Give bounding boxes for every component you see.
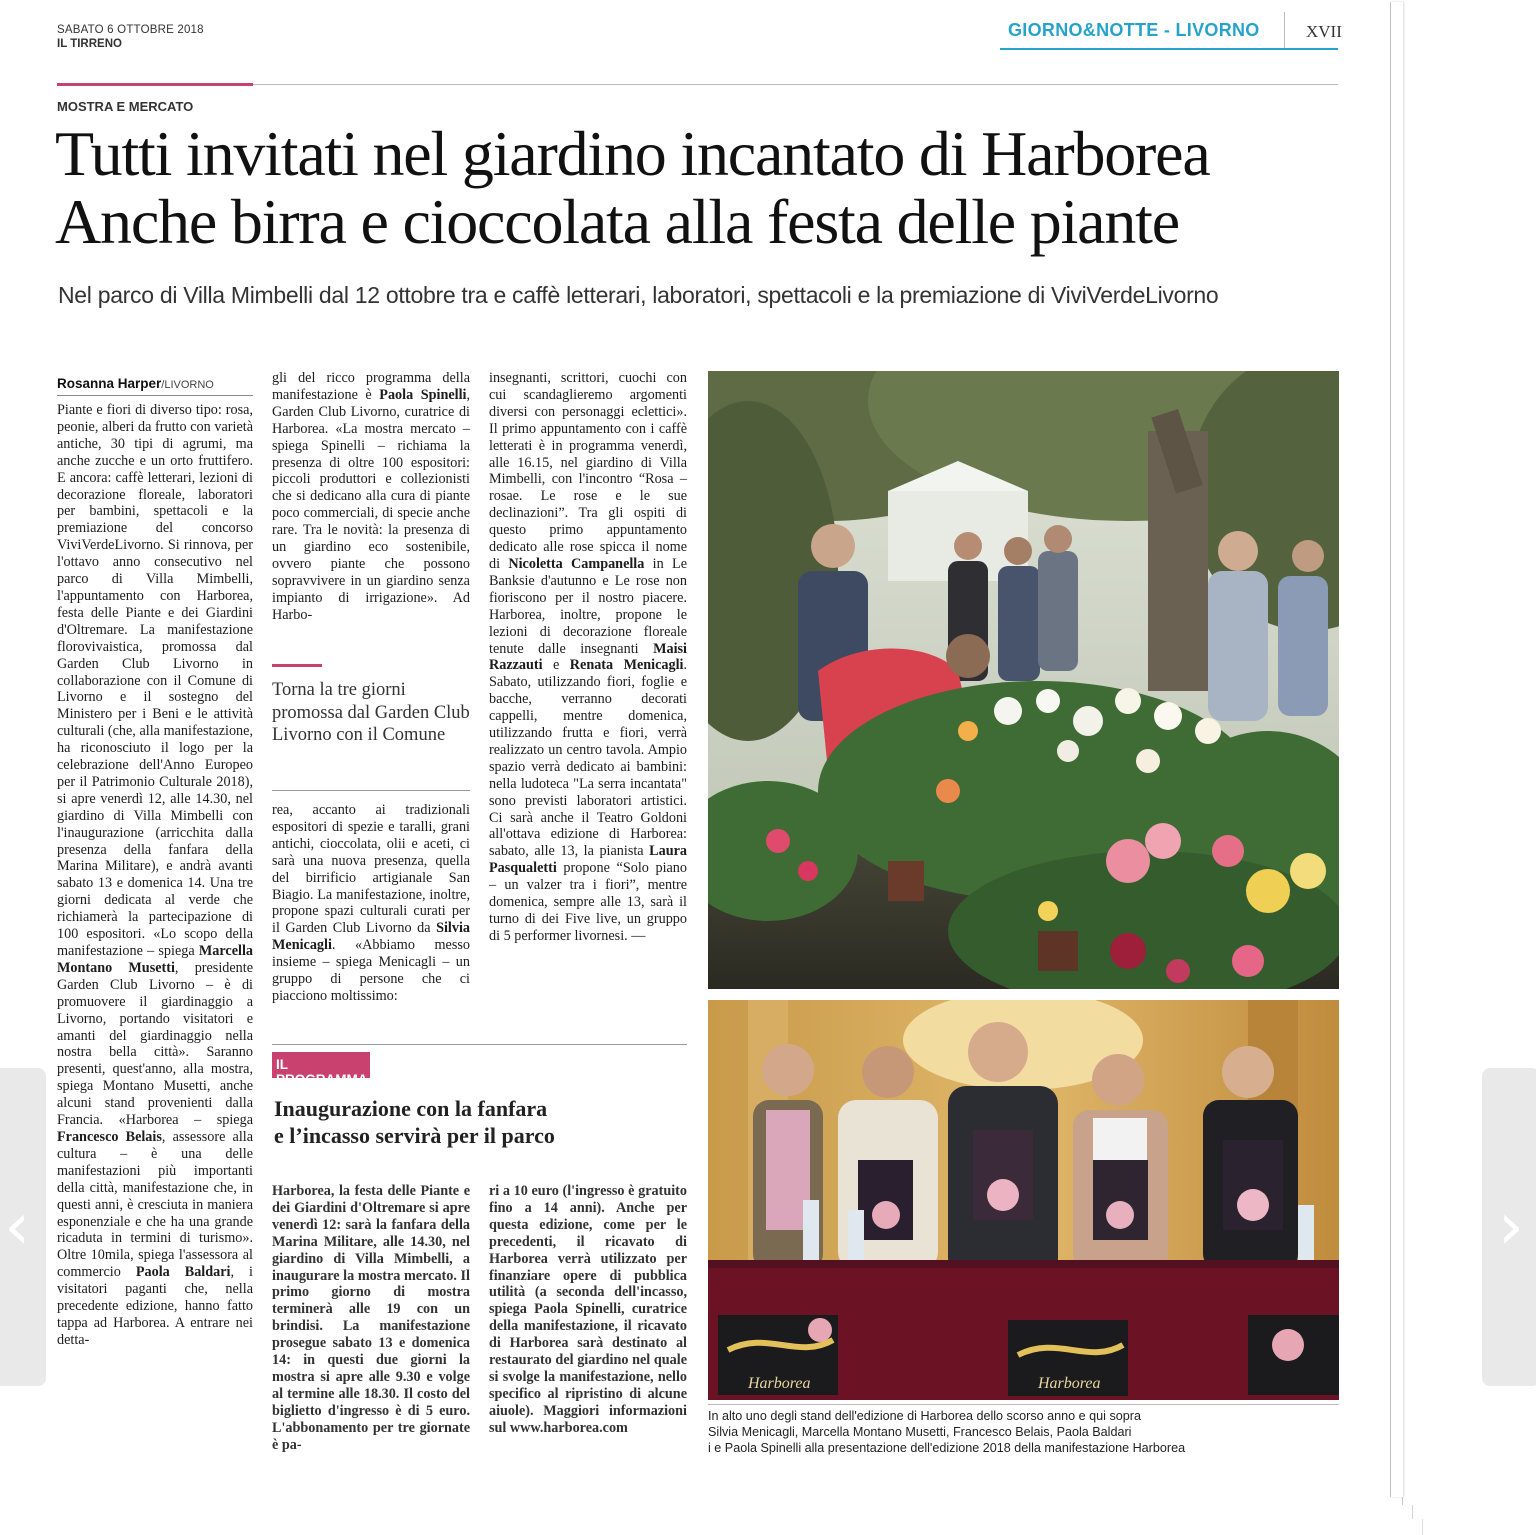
banner-text-left: Harborea xyxy=(748,1375,811,1392)
section-title: GIORNO&NOTTE - LIVORNO xyxy=(1008,20,1260,40)
previous-page-button[interactable] xyxy=(0,1068,46,1386)
page-stack-edge xyxy=(1412,24,1423,1519)
caption-line-1: In alto uno degli stand dell'edizione di Harborea dello scorso anno e qui sopra xyxy=(708,1409,1141,1423)
banner-text-center: Harborea xyxy=(1038,1375,1101,1392)
garden-photo xyxy=(708,371,1339,989)
page-number: XVII xyxy=(1306,22,1342,41)
next-page-button[interactable] xyxy=(1482,1068,1536,1386)
caption-rule xyxy=(708,1404,1339,1405)
byline xyxy=(57,376,214,392)
article-headline xyxy=(55,120,1210,256)
kicker-rule xyxy=(253,84,1338,85)
pullquote-rule xyxy=(272,790,470,791)
header-divider xyxy=(1284,12,1285,48)
program-column-1: Harborea, la festa delle Piante e dei Giardini d'Oltremare si apre venerdì 12: sarà la fanfara della Marina Militare, alle 14.30, nel giardino di Villa Mimbelli, a inaugurare la mostra mercato. Il primo giorno di mostra terminerà alle 19 con un brindisi. La manifestazione prosegue sabato 13 e domenica 14: in questi due giorni la mostra si apre alle 9.30 e volge al termine alle 18.30. Il costo del biglietto d'ingresso è di 5 euro. L'abbonamento per tre giornate è pa- xyxy=(272,1183,470,1453)
page-stack-edge xyxy=(1422,40,1431,1535)
program-title-line-2: e l’incasso servirà per il parco xyxy=(274,1123,555,1148)
author-name: Rosanna Harper xyxy=(57,376,162,391)
byline-rule xyxy=(57,395,253,396)
program-column-2: ri a 10 euro (l'ingresso è gratuito fino a 14 anni). Anche per questa edizione, come per le precedenti, il ricavato di Harborea verrà utilizzato per finanziare opere di pubblica utilità (a seconda dell'incasso, spiega Paola Spinelli, curatrice della manifestazione, il ricavato di Harborea sarà destinato al restaurato del giardino nel quale si svolge la manifestazione, nello specifico al ripristino di alcune aiuole). Maggiori informazioni sul www.harborea.com xyxy=(489,1183,687,1436)
newspaper-name: IL TIRRENO xyxy=(57,38,122,50)
byline-location: /LIVORNO xyxy=(161,379,214,391)
section-rule xyxy=(1000,48,1338,50)
article-column-3: insegnanti, scrittori, cuochi con cui scandaglieremo argomenti diversi con personaggi eclettici». Il primo appuntamento con i caffè letterati è in programma venerdì, alle 16.15, nel giardino di Villa Mimbelli, con l'incontro “Rosa – rosae. Le rose e le sue declinazioni”. Tra gli ospiti di questo primo appuntamento dedicato alle rose spicca il nome di Nicoletta Campanella in Le Banksie d'autunno e Le rose non fioriscono per il nostro piacere. Harborea, inoltre, propone le lezioni di decorazione floreale tenute dalle insegnanti Maisi Razzauti e Renata Menicagli. Sabato, utilizzando fiori, foglie e bacche, verranno decorati cappelli, mentre domenica, utilizzando frutta e fiori, verrà realizzato un centro tavola. Ampio spazio verrà dedicato ai bambini: nella ludoteca "La serra incantata" sono previsti laboratori artistici. Ci sarà anche il Teatro Goldoni all'ottava edizione di Harborea: sabato, alle 13, la pianista Laura Pasqualetti propone “Solo piano – un valzer tra i fiori”, mentre domenica, sempre alle 13, sarà il turno di dei Five live, un gruppo di 5 performer livornesi. — xyxy=(489,370,687,944)
headline-line-1: Tutti invitati nel giardino incantato di Harborea xyxy=(55,118,1210,189)
article-column-2-bottom: rea, accanto ai tradizionali espositori di spezie e taralli, grani antichi, cioccolata, olii e aceti, ci sarà una nuova presenza, quella del birrificio artigianale San Biagio. La manifestazione, inoltre, propone spazi culturali curati per il Garden Club Livorno da Silvia Menicagli. «Abbiamo messo insieme – spiega Menicagli – un gruppo di persone che ci piacciono moltissimo: xyxy=(272,802,470,1004)
article-subtitle: Nel parco di Villa Mimbelli dal 12 ottobre tra e caffè letterari, laboratori, spettacoli e la premiazione di ViviVerdeLivorno xyxy=(58,282,1219,308)
pullquote: Torna la tre giorni promossa dal Garden Club Livorno con il Comune xyxy=(272,680,470,745)
article-column-1: Piante e fiori di diverso tipo: rosa, peonie, alberi da frutto con varietà antiche, 30 tipi di agrumi, ma anche zucche e un orto fruttifero. E ancora: caffè letterari, lezioni di decorazione floreale, laboratori per bambini, spettacoli e la premiazione del concorso ViviVerdeLivorno. Si rinnova, per l'ottavo anno consecutivo nel parco di Villa Mimbelli, l'appuntamento con Harborea, festa delle Piante e dei Giardini d'Oltremare. La manifestazione florovivaistica, promossa dal Garden Club Livorno in collaborazione con il Comune di Livorno e il sostegno del Ministero per i Beni e le attività culturali (che, alla manifestazione, ha riconosciuto il logo per la celebrazione dell'Anno Europeo per il Patrimonio Culturale 2018), si apre venerdì 12, alle 14.30, nel giardino di Villa Mimbelli con l'inaugurazione (arricchita dalla presenza della fanfara della Marina Militare), e andrà avanti sabato 13 e domenica 14. Una tre giorni dedicata al verde che richiamerà la partecipazione di 100 espositori. «Lo scopo della manifestazione – spiega Marcella Montano Musetti, presidente Garden Club Livorno – è di promuovere il giardinaggio a Livorno, portando visitatori e amanti del giardinaggio nella nostra bella città». Saranno presenti, quest'anno, alla mostra, spiega Montano Musetti, anche alcuni stand provenienti dalla Francia. «Harborea – spiega Francesco Belais, assessore alla cultura – è una delle manifestazioni più importanti della città, manifestazione che, in questi anni, è cresciuta in maniera esponenziale e che ha una grande ricaduta in termini di turismo». Oltre 10mila, spiega l'assessora al commercio Paola Baldari, i visitatori paganti che, nella precedente edizione, hanno fatto tappa ad Harborea. A entrare nei detta- xyxy=(57,402,253,1348)
chevron-right-icon: › xyxy=(1498,1190,1524,1264)
program-title xyxy=(274,1095,694,1149)
page-stack-edge xyxy=(1402,10,1413,1505)
page-stack-edge xyxy=(1390,2,1403,1497)
headline-line-2: Anche birra e cioccolata alla festa delle piante xyxy=(55,186,1179,257)
program-label: IL PROGRAMMA xyxy=(276,1057,368,1087)
article-column-2-top: gli del ricco programma della manifestazione è Paola Spinelli, Garden Club Livorno, curatrice di Harborea. «La mostra mercato – spiega Spinelli – richiama la presenza di oltre 100 espositori: piccoli produttori e collezionisti che si dedicano alla cura di piante poco commerciali, di specie anche rare. Tra le novità: la presenza di un giardino eco sostenibile, ovvero piante che possono sopravvivere in un giardino senza impianto di irrigazione». Ad Harbo- xyxy=(272,370,471,623)
article-kicker: MOSTRA E MERCATO xyxy=(57,99,194,114)
chevron-left-icon: ‹ xyxy=(4,1190,30,1264)
program-title-line-1: Inaugurazione con la fanfara xyxy=(274,1096,548,1121)
kicker-accent-bar xyxy=(57,83,253,86)
pullquote-accent-bar xyxy=(272,664,322,667)
caption-line-2: Silvia Menicagli, Marcella Montano Musetti, Francesco Belais, Paola Baldari xyxy=(708,1425,1132,1439)
caption-line-3: i e Paola Spinelli alla presentazione dell'edizione 2018 della manifestazione Harborea xyxy=(708,1441,1186,1455)
photo-caption xyxy=(708,1408,1348,1456)
issue-date: SABATO 6 OTTOBRE 2018 xyxy=(57,24,204,36)
program-label-box xyxy=(272,1052,370,1087)
program-rule xyxy=(272,1044,687,1045)
presentation-photo xyxy=(708,1000,1339,1400)
